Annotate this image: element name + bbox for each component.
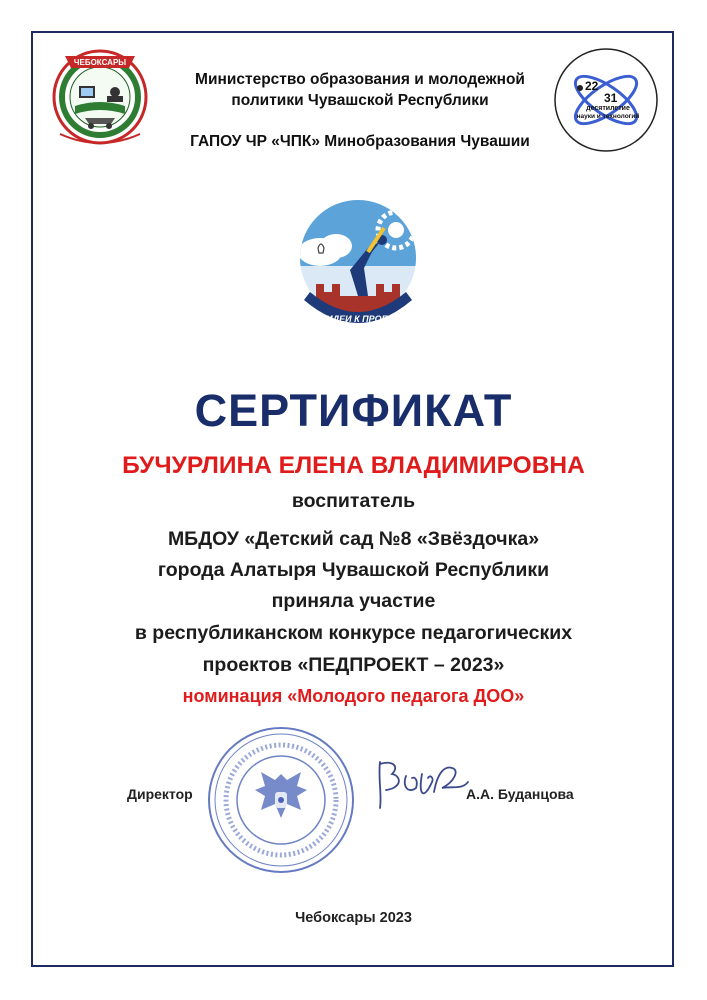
ministry-line-2: политики Чувашской Республики — [231, 92, 489, 109]
recipient-name: БУЧУРЛИНА ЕЛЕНА ВЛАДИМИРОВНА — [122, 452, 585, 479]
contest-emblem-icon — [296, 196, 420, 346]
svg-text:ОТ ИДЕИ К ПРОЕКТУ: ОТ ИДЕИ К ПРОЕКТУ — [311, 314, 405, 324]
certificate-title: СЕРТИФИКАТ — [194, 385, 513, 436]
svg-text:науки и технологий: науки и технологий — [576, 113, 640, 120]
official-stamp-icon — [205, 724, 357, 876]
svg-text:22: 22 — [585, 79, 599, 93]
participation-line: приняла участие — [271, 590, 436, 612]
college-emblem-icon — [45, 42, 155, 146]
contest-line: в республиканском конкурсе педагогических — [134, 622, 573, 644]
city-line: города Алатыря Чувашской Республики — [157, 559, 550, 581]
director-label: Директор — [127, 786, 193, 802]
svg-text:десятилетие: десятилетие — [586, 105, 630, 112]
ministry-line-1: Министерство образования и молодежной — [195, 71, 525, 88]
position-line: воспитатель — [291, 490, 416, 512]
institution-line: МБДОУ «Детский сад №8 «Звёздочка» — [167, 528, 540, 550]
svg-text:31: 31 — [604, 91, 618, 105]
college-line: ГАПОУ ЧР «ЧПК» Минобразования Чувашии — [190, 133, 530, 150]
handwritten-signature-icon — [372, 752, 472, 814]
nomination-line: номинация «Молодого педагога ДОО» — [182, 686, 525, 706]
footer-place-year: Чебоксары 2023 — [295, 910, 412, 926]
decade-science-icon — [552, 46, 660, 154]
project-line: проектов «ПЕДПРОЕКТ – 2023» — [202, 654, 505, 676]
director-name: А.А. Буданцова — [466, 786, 574, 802]
college-logo-top-text: ЧЕБОКСАРЫ — [73, 58, 127, 67]
